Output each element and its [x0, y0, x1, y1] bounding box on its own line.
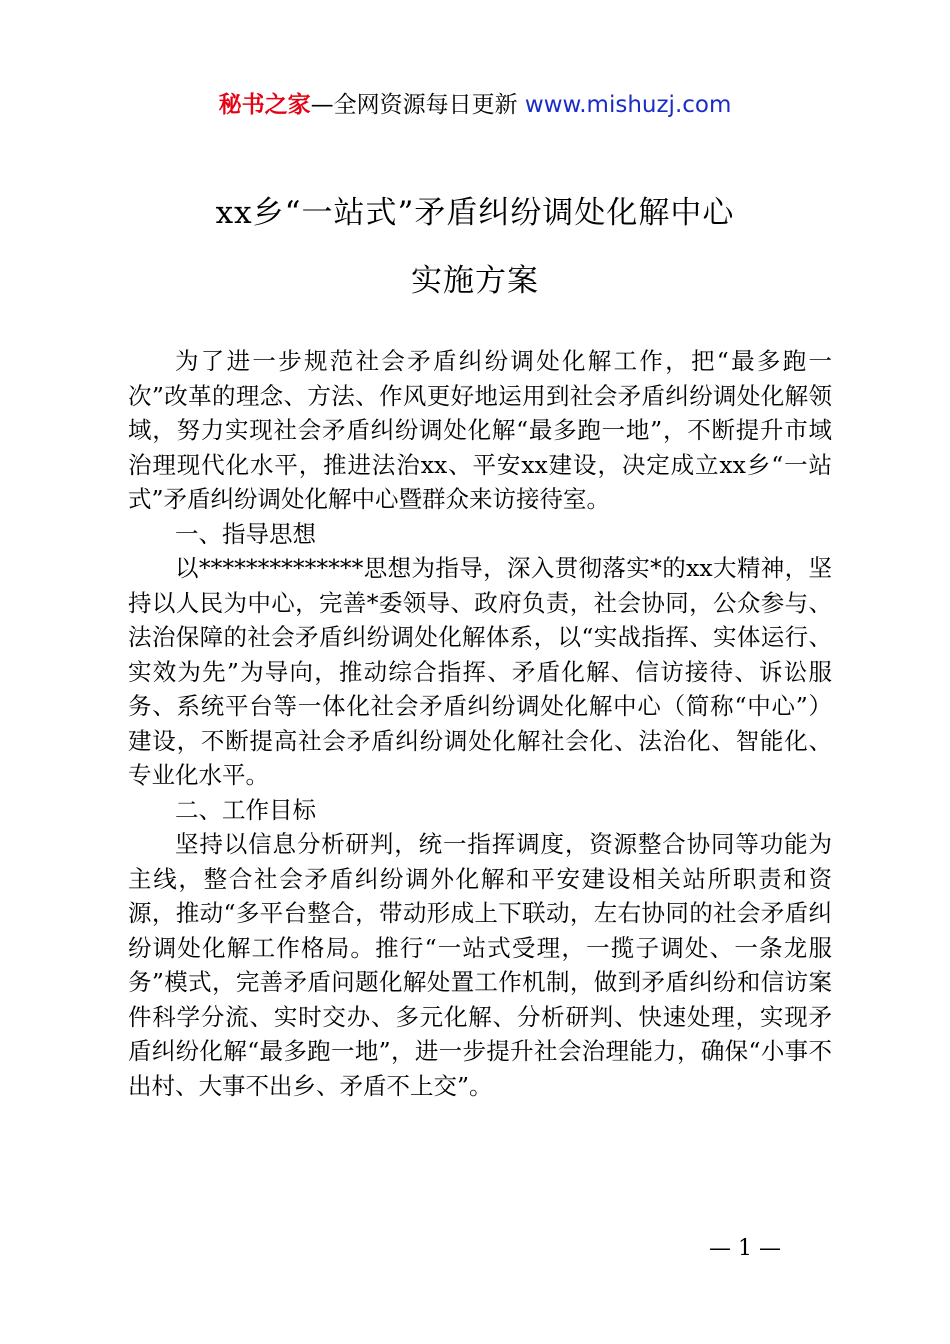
site-banner: [0, 88, 950, 122]
site-brand: 秘书之家: [218, 92, 311, 118]
document-title-line-2: 实施方案: [411, 263, 539, 299]
document-body: [128, 344, 832, 1103]
site-url-link[interactable]: www.mishuzj.com: [524, 92, 732, 118]
intro-paragraph: 为了进一步规范社会矛盾纠纷调处化解工作，把“最多跑一次”改革的理念、方法、作风更好地运用到社会矛盾纠纷调处化解领域，努力实现社会矛盾纠纷调处化解“最多跑一地”，不断提升市域治理现代化水平，推进法治xx、平安xx建设，决定成立xx乡“一站式”矛盾纠纷调处化解中心暨群众来访接待室。: [128, 347, 832, 513]
guiding-ideology-paragraph: 以**************思想为指导，深入贯彻落实*的xx大精神，坚持以人民为中心，完善*委领导、政府负责，社会协同，公众参与、法治保障的社会矛盾纠纷调处化解体系，以“实战指挥、实体运行、实效为先”为导向，推动综合指挥、矛盾化解、信访接待、诉讼服务、系统平台等一体化社会矛盾纠纷调处化解中心（简称“中心”）建设，不断提高社会矛盾纠纷调处化解社会化、法治化、智能化、专业化水平。: [128, 554, 832, 789]
work-goals-paragraph: 坚持以信息分析研判，统一指挥调度，资源整合协同等功能为主线，整合社会矛盾纠纷调外化解和平安建设相关站所职责和资源，推动“多平台整合，带动形成上下联动，左右协同的社会矛盾纠纷调处化解工作格局。推行“一站式受理，一揽子调处、一条龙服务”模式，完善矛盾问题化解处置工作机制，做到矛盾纠纷和信访案件科学分流、实时交办、多元化解、分析研判、快速处理，实现矛盾纠纷化解“最多跑一地”，进一步提升社会治理能力，确保“小事不出村、大事不出乡、矛盾不上交”。: [128, 830, 832, 1100]
section-heading-work-goals: 二、工作目标: [175, 795, 316, 824]
section-heading-guiding-ideology: 一、指导思想: [175, 519, 316, 548]
document-title-line-1: xx乡“一站式”矛盾纠纷调处化解中心: [215, 195, 735, 231]
site-slogan: —全网资源每日更新: [310, 92, 525, 118]
page-number: — 1 —: [709, 1236, 781, 1261]
